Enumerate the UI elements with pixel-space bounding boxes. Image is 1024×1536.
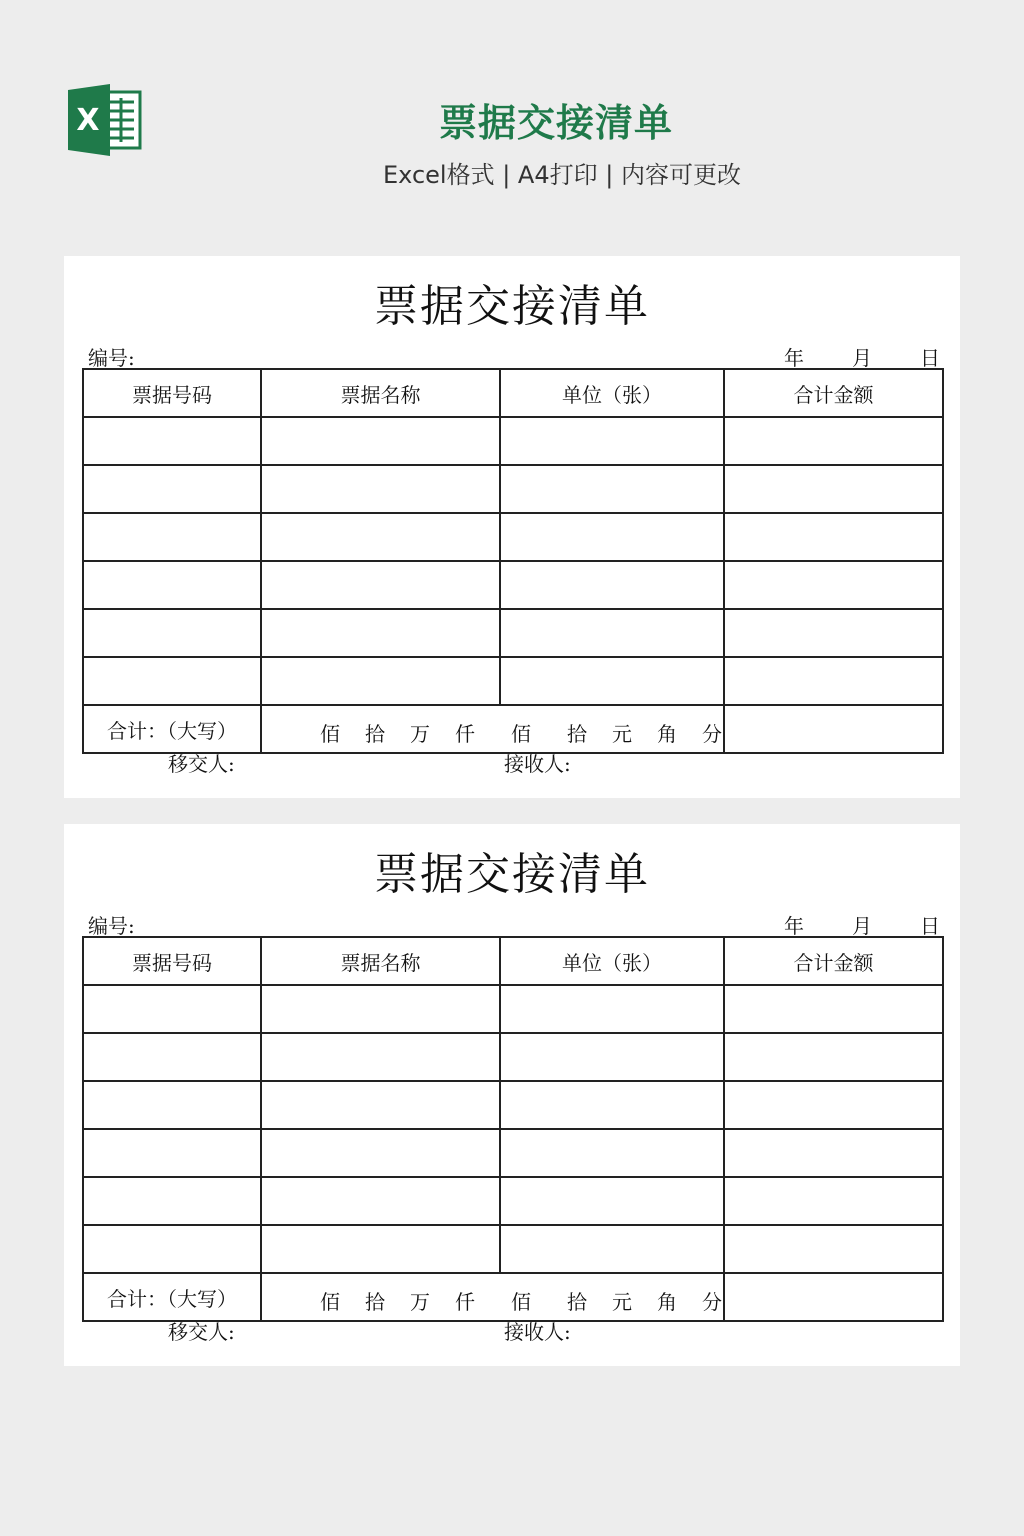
table-cell[interactable]	[83, 1225, 261, 1273]
table-header-row	[83, 369, 943, 417]
table-row	[83, 609, 943, 657]
table-cell[interactable]	[83, 417, 261, 465]
table-cell[interactable]	[261, 465, 500, 513]
column-header: 票据名称	[261, 369, 500, 417]
table-header-row	[83, 937, 943, 985]
table-row	[83, 1081, 943, 1129]
total-amount-cell[interactable]	[724, 1273, 943, 1321]
table-cell[interactable]	[261, 657, 500, 705]
page-title: 票据交接清单	[438, 101, 673, 145]
page-subtitle: Excel格式 | A4打印 | 内容可更改	[383, 161, 741, 189]
table-cell[interactable]	[724, 561, 943, 609]
receiver-label: 接收人:	[504, 752, 571, 776]
table-cell[interactable]	[724, 1177, 943, 1225]
unit-wan: 万	[410, 722, 430, 746]
logo-letter: X	[76, 103, 100, 138]
unit-bai: 佰	[320, 722, 340, 746]
unit-shi: 拾	[365, 722, 385, 746]
table-row	[83, 513, 943, 561]
unit-bai: 佰	[320, 1290, 340, 1314]
date-month-label: 月	[852, 346, 872, 370]
table-cell[interactable]	[724, 1225, 943, 1273]
unit-shi: 拾	[567, 722, 587, 746]
table-cell[interactable]	[83, 985, 261, 1033]
table-row	[83, 657, 943, 705]
table-row	[83, 561, 943, 609]
unit-bai: 佰	[511, 1290, 531, 1314]
table-cell[interactable]	[500, 1081, 724, 1129]
unit-fen: 分	[702, 1290, 722, 1314]
handover-person-label: 移交人:	[168, 1320, 235, 1344]
table-cell[interactable]	[724, 985, 943, 1033]
total-amount-label: 合计：（大写）	[83, 705, 261, 753]
table-cell[interactable]	[724, 1081, 943, 1129]
column-header: 单位（张）	[500, 369, 724, 417]
table-row	[83, 1033, 943, 1081]
table-cell[interactable]	[261, 1033, 500, 1081]
table-row	[83, 1177, 943, 1225]
table-cell[interactable]	[83, 513, 261, 561]
table-cell[interactable]	[261, 1081, 500, 1129]
column-header: 单位（张）	[500, 937, 724, 985]
table-cell[interactable]	[500, 609, 724, 657]
form-title: 票据交接清单	[374, 281, 650, 332]
table-cell[interactable]	[261, 1129, 500, 1177]
table-row	[83, 985, 943, 1033]
table-cell[interactable]	[500, 561, 724, 609]
unit-yuan: 元	[612, 722, 632, 746]
date-year-label: 年	[784, 914, 804, 938]
column-header: 票据名称	[261, 937, 500, 985]
unit-fen: 分	[702, 722, 722, 746]
page-header	[0, 0, 1024, 240]
table-cell[interactable]	[500, 1033, 724, 1081]
date-month-label: 月	[852, 914, 872, 938]
serial-number-label: 编号:	[88, 346, 135, 370]
ticket-table	[82, 936, 944, 1322]
unit-bai: 佰	[511, 722, 531, 746]
table-cell[interactable]	[724, 1033, 943, 1081]
column-header: 合计金额	[724, 937, 943, 985]
table-cell[interactable]	[261, 417, 500, 465]
column-header: 票据号码	[83, 937, 261, 985]
table-cell[interactable]	[261, 561, 500, 609]
table-row	[83, 1129, 943, 1177]
unit-wan: 万	[410, 1290, 430, 1314]
table-cell[interactable]	[724, 609, 943, 657]
date-day-label: 日	[920, 914, 940, 938]
table-cell[interactable]	[500, 465, 724, 513]
serial-number-label: 编号:	[88, 914, 135, 938]
table-cell[interactable]	[83, 561, 261, 609]
table-cell[interactable]	[500, 657, 724, 705]
total-row	[83, 705, 943, 753]
table-cell[interactable]	[261, 1225, 500, 1273]
column-header: 票据号码	[83, 369, 261, 417]
table-cell[interactable]	[83, 657, 261, 705]
table-cell[interactable]	[724, 513, 943, 561]
unit-yuan: 元	[612, 1290, 632, 1314]
total-amount-cell[interactable]	[724, 705, 943, 753]
table-cell[interactable]	[724, 1129, 943, 1177]
date-year-label: 年	[784, 346, 804, 370]
table-cell[interactable]	[500, 513, 724, 561]
table-row	[83, 1225, 943, 1273]
total-amount-label: 合计：（大写）	[83, 1273, 261, 1321]
ticket-table	[82, 368, 944, 754]
table-cell[interactable]	[500, 1225, 724, 1273]
amount-in-words-cell[interactable]	[261, 705, 724, 753]
table-cell[interactable]	[83, 1177, 261, 1225]
column-header: 合计金额	[724, 369, 943, 417]
unit-qian: 仟	[455, 722, 475, 746]
table-cell[interactable]	[261, 513, 500, 561]
table-cell[interactable]	[83, 1033, 261, 1081]
handover-form-2	[64, 824, 960, 1366]
table-cell[interactable]	[724, 417, 943, 465]
total-row	[83, 1273, 943, 1321]
table-cell[interactable]	[500, 985, 724, 1033]
table-row	[83, 417, 943, 465]
table-cell[interactable]	[500, 1129, 724, 1177]
table-cell[interactable]	[500, 1177, 724, 1225]
unit-shi: 拾	[365, 1290, 385, 1314]
table-cell[interactable]	[261, 1177, 500, 1225]
receiver-label: 接收人:	[504, 1320, 571, 1344]
table-cell[interactable]	[261, 609, 500, 657]
table-cell[interactable]	[724, 657, 943, 705]
date-day-label: 日	[920, 346, 940, 370]
table-cell[interactable]	[83, 465, 261, 513]
table-cell[interactable]	[724, 465, 943, 513]
handover-form-1	[64, 256, 960, 798]
table-cell[interactable]	[83, 609, 261, 657]
form-title: 票据交接清单	[374, 849, 650, 900]
table-cell[interactable]	[83, 1129, 261, 1177]
table-cell[interactable]	[261, 985, 500, 1033]
unit-jiao: 角	[657, 722, 677, 746]
unit-qian: 仟	[455, 1290, 475, 1314]
table-cell[interactable]	[500, 417, 724, 465]
table-row	[83, 465, 943, 513]
unit-shi: 拾	[567, 1290, 587, 1314]
amount-in-words-cell[interactable]	[261, 1273, 724, 1321]
handover-person-label: 移交人:	[168, 752, 235, 776]
table-cell[interactable]	[83, 1081, 261, 1129]
unit-jiao: 角	[657, 1290, 677, 1314]
